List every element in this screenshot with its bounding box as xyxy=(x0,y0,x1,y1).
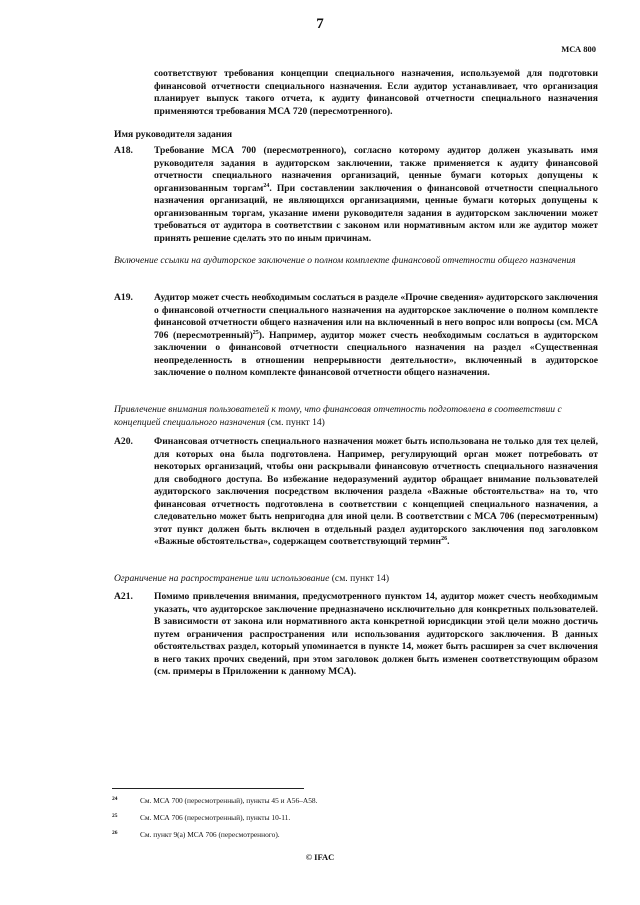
heading-restriction: Ограничение на распространение или использование (см. пункт 14) xyxy=(114,573,390,584)
intro-paragraph: соответствуют требования концепции специального назначения, используемой для подготовки финансовой отчетности специального назначения. Если аудитор устанавливает, что организация планирует выпуск такого отчета, к аудиту финансовой отчетности специального назначения применяются требования МСА 720 (пересмотренного). xyxy=(154,68,598,117)
paragraph-body: Аудитор может счесть необходимым сослаться в разделе «Прочие сведения» аудиторского заключения о финансовой отчетности специального назначения на аудиторское заключение о полном комплекте финансовой отчетности общего назначения или на включенный в него вопрос или вопросы (см. МСА 706 (пересмотренный)$^{25}$). Например, аудитор может счесть необходимым сослаться в аудиторском заключении о финансовой отчетности специального назначения на раздел «Существенная неопределенность в отношении непрерывности деятельности», включенный в аудиторское заключение о полном комплекте финансовой отчетности общего назначения. xyxy=(154,292,598,378)
footnote-ref: 25 xyxy=(252,329,259,336)
paragraph-label: A19. xyxy=(114,292,133,303)
heading-alerting-readers: Привлечение внимания пользователей к тому, что финансовая отчетность подготовлена в соответствии с концепцией специального назначения (см. пункт 14) xyxy=(114,404,562,428)
page-number: 7 xyxy=(316,16,324,32)
copyright-footer: © IFAC xyxy=(305,852,335,862)
paragraph-body: Требование МСА 700 (пересмотренного), согласно которому аудитор должен указывать имя руководителя задания в аудиторском заключении, также применяется к аудиту финансовой отчетности специального назначения организаций, ценные бумаги которых допущены к организованным торгам$^{24}$. При составлении заключения о финансовой отчетности специального назначения организаций, не являющихся организациями, ценные бумаги которых допущены к организованным торгам, указание имени руководителя задания в аудиторском заключении может требоваться от аудитора в соответствии с законом или нормативным актом или же аудитор может принять решение сделать это по иным причинам. xyxy=(154,145,598,244)
heading-reference-to-report: Включение ссылки на аудиторское заключение о полном комплекте финансовой отчетности общего назначения xyxy=(114,255,576,266)
paragraph-label: A20. xyxy=(114,436,133,447)
footnote-ref: 24 xyxy=(263,182,270,189)
document-page: 7 МСА 800 соответствуют требования концепции специального назначения, используемой для подготовки финансовой отчетности специального назначения. Если аудитор устанавливает, что организация планирует выпуск такого отчета, к аудиту финансовой отчетности специального назначения применяются требования МСА 720 (пересмотренного). Имя руководителя задания A18. Требование МСА 700 (пересмотренного), согласно которому аудитор должен указывать имя руководителя задания в аудиторском заключении, также применяется к аудиту финансовой отчетности специального назначения организаций, ценные бумаги которых допущены к организованным торгам$^{24}$. При составлении заключения о финансовой отчетности специального назначения организаций, не являющихся организациями, ценные бумаги которых допущены к организованным торгам, указание имени руководителя задания в аудиторском заключении может требоваться от аудитора в соответствии с законом или нормативным актом или же аудитор может принять решение сделать это по иным причинам. Включение ссылки на аудиторское заключение о полном комплекте финансовой отчетности общего назначения A19. Аудитор может счесть необходимым сослаться в разделе «Прочие сведения» аудиторского заключения о финансовой отчетности специального назначения на аудиторское заключение о полном комплекте финансовой отчетности общего назначения или на включенный в него вопрос или вопросы (см. МСА 706 (пересмотренный)$^{25}$). Например, аудитор может счесть необходимым сослаться в аудиторском заключении о финансовой отчетности специального назначения на раздел «Существенная неопределенность в отношении непрерывности деятельности», включенный в аудиторское заключение о полном комплекте финансовой отчетности общего назначения. Привлечение внимания пользователей к тому, что финансовая отчетность подготовлена в соответствии с концепцией специального назначения (см. пункт 14) A20. Финансовая отчетность специального назначения может быть использована не только для тех целей, для которых она была подготовлена. Например, регулирующий орган может потребовать от некоторых организаций, чтобы они раскрывали финансовую отчетность специального назначения для свободного доступа. Во избежание недоразумений аудитор обращает внимание пользователей аудиторского заключения посредством включения раздела «Важные обстоятельства» на то, что финансовая отчетность подготовлена в соответствии с концепцией специального назначения, а следовательно может быть непригодна для иной цели. В соответствии с МСА 706 (пересмотренным) этот пункт должен быть включен в отдельный раздел аудиторского заключения под заголовком «Важные обстоятельства», содержащем соответствующий термин$^{26}$. Ограничение на распространение или использование (см. пункт 14) A21. Помимо привлечения внимания, предусмотренного пунктом 14, аудитор может счесть необходимым указать, что аудиторское заключение предназначено исключительно для конкретных пользователей. В зависимости от закона или нормативного акта конкретной юрисдикции этой цели можно достичь путем ограничения распространения или использования аудиторского заключения. В данных обстоятельствах раздел, который упоминается в пункте 14, может быть расширен за счет включения в него таких прочих сведений, при этом заголовок должен быть изменен соответствующим образом (см. примеры в Приложении к данному МСА). 24 См. МСА 700 (пересмотренный), пункты 45 и A56–A58. 25 См. МСА 706 (пересмотренный), пункты 10-11. 26 См. пункт 9(а) МСА 706 (пересмотренного). © IFAC xyxy=(0,0,640,905)
paragraph-body: Помимо привлечения внимания, предусмотренного пунктом 14, аудитор может счесть необходимым указать, что аудиторское заключение предназначено исключительно для конкретных пользователей. В зависимости от закона или нормативного акта конкретной юрисдикции этой цели можно достичь путем ограничения распространения или использования аудиторского заключения. В данных обстоятельствах раздел, который упоминается в пункте 14, может быть расширен за счет включения в него таких прочих сведений, при этом заголовок должен быть изменен соответствующим образом (см. примеры в Приложении к данному МСА). xyxy=(154,591,598,677)
paragraph-label: A18. xyxy=(114,145,133,156)
heading-engagement-partner: Имя руководителя задания xyxy=(114,129,233,140)
footnote-separator xyxy=(112,788,304,789)
paragraph-body: Финансовая отчетность специального назначения может быть использована не только для тех целей, для которых она была подготовлена. Например, регулирующий орган может потребовать от некоторых организаций, чтобы они раскрывали финансовую отчетность специального назначения для свободного доступа. Во избежание недоразумений аудитор обращает внимание пользователей аудиторского заключения посредством включения раздела «Важные обстоятельства» на то, что финансовая отчетность подготовлена в соответствии с концепцией специального назначения, а следовательно может быть непригодна для иной цели. В соответствии с МСА 706 (пересмотренным) этот пункт должен быть включен в отдельный раздел аудиторского заключения под заголовком «Важные обстоятельства», содержащем соответствующий термин$^{26}$. xyxy=(154,436,598,547)
document-code: МСА 800 xyxy=(561,44,596,54)
footnote-ref: 26 xyxy=(441,535,448,542)
paragraph-label: A21. xyxy=(114,591,133,602)
